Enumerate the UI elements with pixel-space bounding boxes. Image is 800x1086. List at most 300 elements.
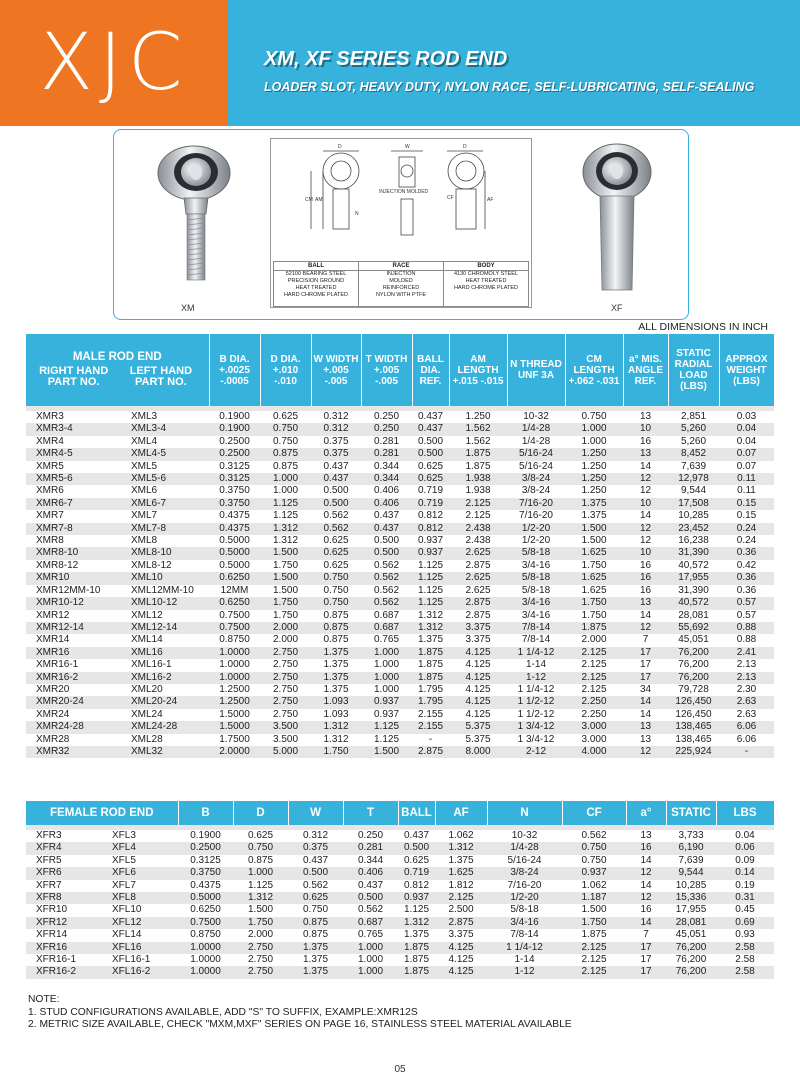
female-table-row	[26, 966, 774, 978]
table-cell: 0.562	[311, 523, 361, 535]
table-cell: 1.875	[412, 672, 449, 684]
table-cell: 1.375	[311, 647, 361, 659]
male-header-right: RIGHT HAND PART NO.	[39, 365, 109, 388]
table-cell: 45,051	[666, 929, 716, 941]
table-cell: 1.375	[565, 510, 623, 522]
table-cell: 2.250	[565, 696, 623, 708]
table-cell: 15,336	[666, 892, 716, 904]
table-cell: 3.000	[565, 721, 623, 733]
table-cell: 0.437	[412, 411, 449, 423]
table-cell: 1.093	[311, 696, 361, 708]
table-cell: 0.875	[260, 461, 311, 473]
table-cell: 225,924	[668, 746, 719, 758]
table-cell: 1.875	[449, 461, 507, 473]
table-cell: 0.875	[260, 448, 311, 460]
table-cell: 1.0000	[178, 966, 233, 978]
table-cell: 1.000	[260, 473, 311, 485]
table-cell: 3.375	[449, 634, 507, 646]
male-table-row	[26, 448, 774, 460]
table-cell: 5/8-18	[507, 572, 565, 584]
table-cell: 3.500	[260, 734, 311, 746]
female-table-row	[26, 917, 774, 929]
right-hand-part-no: XMR7	[26, 510, 121, 522]
xf-rod-end-illustration	[572, 140, 662, 300]
table-cell: 3/4-16	[507, 560, 565, 572]
male-table-row	[26, 535, 774, 547]
table-cell: 1.312	[311, 734, 361, 746]
table-cell: 0.36	[719, 585, 774, 597]
table-cell: 0.750	[311, 585, 361, 597]
table-cell: 28,081	[668, 610, 719, 622]
table-cell: 7,639	[666, 855, 716, 867]
table-cell: 1.2500	[209, 696, 260, 708]
table-cell: 0.719	[398, 867, 435, 879]
female-col-header: LBS	[716, 801, 774, 825]
dimension-drawing	[271, 139, 531, 259]
male-table-row	[26, 622, 774, 634]
table-cell: 1.0000	[209, 659, 260, 671]
table-cell: 4.125	[449, 672, 507, 684]
left-hand-part-no: XML8	[121, 535, 209, 547]
female-col-header: STATIC	[666, 801, 716, 825]
right-hand-part-no: XMR5-6	[26, 473, 121, 485]
table-cell: 0.15	[719, 498, 774, 510]
male-table-row	[26, 734, 774, 746]
svg-text:N: N	[355, 211, 359, 217]
table-cell: 2.000	[565, 634, 623, 646]
female-table-body	[26, 825, 774, 979]
notes-title: NOTE:	[28, 994, 60, 1005]
table-cell: 0.14	[716, 867, 774, 879]
table-cell: 16	[626, 842, 666, 854]
right-hand-part-no: XMR7-8	[26, 523, 121, 535]
table-cell: 2.41	[719, 647, 774, 659]
table-cell: 1.875	[398, 966, 435, 978]
male-col-header: CM LENGTH +.062 -.031	[565, 334, 623, 406]
table-cell: 1.795	[412, 684, 449, 696]
female-col-header: T	[343, 801, 398, 825]
left-hand-part-no: XML16	[121, 647, 209, 659]
table-cell: 0.19	[716, 880, 774, 892]
left-hand-part-no: XFL6	[102, 867, 178, 879]
brand-logo	[0, 0, 228, 126]
left-hand-part-no: XML4	[121, 436, 209, 448]
table-cell: 1.0000	[178, 954, 233, 966]
table-cell: 4.125	[435, 966, 487, 978]
table-cell: 1.125	[412, 597, 449, 609]
right-hand-part-no: XFR12	[26, 917, 102, 929]
table-cell: 0.875	[288, 917, 343, 929]
table-cell: 9,544	[668, 485, 719, 497]
dimensions-note: ALL DIMENSIONS IN INCH	[638, 321, 768, 333]
table-cell: 0.562	[288, 880, 343, 892]
table-cell: 3.500	[260, 721, 311, 733]
table-cell: 0.3750	[209, 485, 260, 497]
table-cell: 1.062	[562, 880, 626, 892]
table-cell: 13	[626, 830, 666, 842]
male-col-header: STATIC RADIAL LOAD (LBS)	[668, 334, 719, 406]
table-cell: 2.875	[435, 917, 487, 929]
table-cell: 0.312	[311, 411, 361, 423]
table-cell: 12	[623, 535, 668, 547]
table-cell: 0.04	[719, 423, 774, 435]
notes-section	[28, 994, 572, 1032]
page-subtitle: LOADER SLOT, HEAVY DUTY, NYLON RACE, SELF-LUBRICATING, SELF-SEALING	[264, 80, 755, 94]
table-cell: 1.375	[311, 672, 361, 684]
table-cell: 1.125	[412, 560, 449, 572]
table-cell: 0.07	[719, 461, 774, 473]
left-hand-part-no: XFL14	[102, 929, 178, 941]
table-cell: 0.437	[412, 423, 449, 435]
female-col-header: N	[487, 801, 562, 825]
male-header-part-no	[26, 334, 209, 406]
table-cell: 45,051	[668, 634, 719, 646]
male-table-header	[26, 334, 774, 406]
table-cell: 1.875	[412, 659, 449, 671]
table-cell: 2.125	[565, 672, 623, 684]
table-cell: 1.312	[412, 610, 449, 622]
table-cell: 14	[623, 461, 668, 473]
left-hand-part-no: XML5	[121, 461, 209, 473]
table-cell: 0.7500	[178, 917, 233, 929]
table-cell: 0.875	[311, 610, 361, 622]
table-cell: 13	[623, 721, 668, 733]
table-cell: 1.500	[565, 535, 623, 547]
left-hand-part-no: XML16-1	[121, 659, 209, 671]
table-cell: 3,733	[666, 830, 716, 842]
table-cell: 2.875	[449, 560, 507, 572]
table-cell: 1.875	[562, 929, 626, 941]
table-cell: 0.1900	[178, 830, 233, 842]
technical-drawing	[270, 138, 532, 308]
table-cell: 1.2500	[209, 684, 260, 696]
table-cell: 0.344	[361, 461, 412, 473]
table-cell: 10	[623, 423, 668, 435]
table-cell: 0.562	[343, 904, 398, 916]
female-col-header: a°	[626, 801, 666, 825]
table-cell: 31,390	[668, 547, 719, 559]
table-cell: 1/4-28	[507, 423, 565, 435]
table-cell: 2.58	[716, 954, 774, 966]
right-hand-part-no: XMR10	[26, 572, 121, 584]
table-cell: 0.812	[412, 523, 449, 535]
left-hand-part-no: XFL16-1	[102, 954, 178, 966]
table-cell: 1-12	[507, 672, 565, 684]
table-cell: 1.750	[260, 610, 311, 622]
table-cell: 2.58	[716, 966, 774, 978]
table-cell: 7/16-20	[507, 498, 565, 510]
left-hand-part-no: XML24-28	[121, 721, 209, 733]
table-cell: 0.406	[343, 867, 398, 879]
table-cell: 0.5000	[209, 535, 260, 547]
table-cell: 138,465	[668, 721, 719, 733]
material-header-race: RACE	[359, 262, 444, 271]
table-cell: 0.250	[343, 830, 398, 842]
material-body	[444, 271, 529, 307]
table-cell: 76,200	[666, 954, 716, 966]
table-cell: 17	[623, 672, 668, 684]
male-table-row	[26, 684, 774, 696]
female-col-header: BALL	[398, 801, 435, 825]
male-table-row	[26, 659, 774, 671]
table-cell: 0.7500	[209, 622, 260, 634]
table-cell: 0.687	[361, 622, 412, 634]
table-cell: 17	[623, 647, 668, 659]
table-cell: 0.344	[343, 855, 398, 867]
table-cell: 0.437	[288, 855, 343, 867]
table-cell: 1.750	[565, 610, 623, 622]
ball-spec: HEAT TREATED	[295, 285, 337, 291]
table-cell: 2.125	[562, 942, 626, 954]
table-cell: 0.687	[343, 917, 398, 929]
table-cell: 1.125	[398, 904, 435, 916]
female-table-row	[26, 880, 774, 892]
table-cell: 1/4-28	[487, 842, 562, 854]
left-hand-part-no: XFL7	[102, 880, 178, 892]
table-cell: 0.36	[719, 572, 774, 584]
table-cell: 0.500	[398, 842, 435, 854]
race-spec: REINFORCED	[382, 285, 420, 291]
table-cell: 1.187	[562, 892, 626, 904]
table-cell: 1.000	[260, 485, 311, 497]
table-cell: 3.375	[435, 929, 487, 941]
table-cell: 0.88	[719, 634, 774, 646]
female-table-row	[26, 855, 774, 867]
left-hand-part-no: XML6-7	[121, 498, 209, 510]
table-cell: 28,081	[666, 917, 716, 929]
female-header-title: FEMALE ROD END	[26, 801, 178, 825]
table-cell: 5/16-24	[487, 855, 562, 867]
material-race	[359, 271, 444, 307]
body-spec: 4130 CHROMOLY STEEL	[454, 271, 518, 277]
table-cell: 0.437	[343, 880, 398, 892]
table-cell: 2,851	[668, 411, 719, 423]
table-cell: 0.625	[311, 535, 361, 547]
table-cell: 5.375	[449, 734, 507, 746]
table-cell: 5/8-18	[487, 904, 562, 916]
table-cell: 12	[623, 523, 668, 535]
table-cell: 126,450	[668, 709, 719, 721]
table-cell: 0.11	[719, 473, 774, 485]
table-cell: 3.375	[449, 622, 507, 634]
table-cell: 0.500	[311, 485, 361, 497]
table-cell: 1 3/4-12	[507, 734, 565, 746]
left-hand-part-no: XML10-12	[121, 597, 209, 609]
right-hand-part-no: XMR4	[26, 436, 121, 448]
left-hand-part-no: XML7	[121, 510, 209, 522]
right-hand-part-no: XMR16-2	[26, 672, 121, 684]
table-cell: 0.8750	[178, 929, 233, 941]
table-cell: 1/2-20	[487, 892, 562, 904]
table-cell: 126,450	[668, 696, 719, 708]
table-cell: 0.500	[343, 892, 398, 904]
table-cell: 2.875	[449, 597, 507, 609]
table-cell: 8.000	[449, 746, 507, 758]
table-cell: 0.437	[361, 510, 412, 522]
table-cell: 4.125	[449, 647, 507, 659]
table-cell: 2.125	[565, 659, 623, 671]
table-cell: 10,285	[666, 880, 716, 892]
male-table-row	[26, 709, 774, 721]
table-cell: 17,508	[668, 498, 719, 510]
table-cell: 0.500	[288, 867, 343, 879]
male-col-header: AM LENGTH +.015 -.015	[449, 334, 507, 406]
table-cell: 1.500	[260, 585, 311, 597]
table-cell: 1 3/4-12	[507, 721, 565, 733]
table-cell: 1.625	[565, 572, 623, 584]
table-cell: 0.15	[719, 510, 774, 522]
right-hand-part-no: XFR10	[26, 904, 102, 916]
table-cell: 1.375	[288, 942, 343, 954]
table-cell: 1.375	[288, 954, 343, 966]
race-spec: NYLON WITH PTFE	[375, 292, 427, 298]
left-hand-part-no: XML12MM-10	[121, 585, 209, 597]
table-cell: 0.500	[311, 498, 361, 510]
table-cell: 1.500	[233, 904, 288, 916]
note-item: 1. STUD CONFIGURATIONS AVAILABLE, ADD "S" TO SUFFIX, EXAMPLE:XMR12S	[28, 1006, 418, 1018]
table-cell: 14	[623, 510, 668, 522]
female-table-row	[26, 929, 774, 941]
right-hand-part-no: XFR5	[26, 855, 102, 867]
right-hand-part-no: XMR8	[26, 535, 121, 547]
male-col-header: APPROX WEIGHT (LBS)	[719, 334, 774, 406]
table-cell: 7/8-14	[487, 929, 562, 941]
table-cell: 12	[623, 473, 668, 485]
table-cell: 79,728	[668, 684, 719, 696]
right-hand-part-no: XMR10-12	[26, 597, 121, 609]
table-cell: 2.000	[260, 622, 311, 634]
male-table-row	[26, 696, 774, 708]
table-cell: 12	[623, 746, 668, 758]
page-header	[0, 0, 800, 126]
male-table-row	[26, 411, 774, 423]
table-cell: 0.719	[412, 485, 449, 497]
table-cell: 5.000	[260, 746, 311, 758]
table-cell: 2.750	[260, 696, 311, 708]
table-cell: 0.281	[361, 436, 412, 448]
table-cell: 4.000	[565, 746, 623, 758]
left-hand-part-no: XML14	[121, 634, 209, 646]
table-cell: 1.375	[412, 634, 449, 646]
male-header-left: LEFT HAND PART NO.	[129, 365, 193, 388]
left-hand-part-no: XFL16-2	[102, 966, 178, 978]
table-cell: 1 1/4-12	[507, 684, 565, 696]
right-hand-part-no: XMR3-4	[26, 423, 121, 435]
left-hand-part-no: XML20	[121, 684, 209, 696]
right-hand-part-no: XMR20-24	[26, 696, 121, 708]
table-cell: 76,200	[668, 659, 719, 671]
table-cell: 2.750	[233, 954, 288, 966]
left-hand-part-no: XML8-10	[121, 547, 209, 559]
material-ball	[274, 271, 359, 307]
table-cell: 5/8-18	[507, 585, 565, 597]
table-cell: 14	[623, 709, 668, 721]
table-cell: 1.125	[233, 880, 288, 892]
table-cell: 2.625	[449, 585, 507, 597]
table-cell: 12	[626, 892, 666, 904]
table-cell: 1.875	[398, 954, 435, 966]
table-cell: 0.937	[412, 547, 449, 559]
female-col-header: W	[288, 801, 343, 825]
male-col-header: N THREAD UNF 3A	[507, 334, 565, 406]
male-table-row	[26, 634, 774, 646]
table-cell: 0.437	[398, 830, 435, 842]
table-cell: 2.438	[449, 523, 507, 535]
table-cell: 13	[623, 411, 668, 423]
injection-label: INJECTION MOLDED	[379, 189, 429, 195]
table-cell: 0.625	[412, 473, 449, 485]
table-cell: 6,190	[666, 842, 716, 854]
table-cell: 0.6250	[209, 572, 260, 584]
table-cell: 16,238	[668, 535, 719, 547]
male-table-row	[26, 647, 774, 659]
right-hand-part-no: XMR8-12	[26, 560, 121, 572]
table-cell: 1.750	[565, 560, 623, 572]
table-cell: 0.937	[361, 696, 412, 708]
table-cell: 10	[623, 547, 668, 559]
right-hand-part-no: XFR3	[26, 830, 102, 842]
table-cell: 0.750	[562, 842, 626, 854]
table-cell: 1.562	[449, 423, 507, 435]
table-cell: 0.5000	[209, 547, 260, 559]
left-hand-part-no: XML10	[121, 572, 209, 584]
female-col-header: CF	[562, 801, 626, 825]
male-col-header: BALL DIA. REF.	[412, 334, 449, 406]
table-cell: 1.312	[412, 622, 449, 634]
table-cell: 1.000	[361, 647, 412, 659]
table-cell: 0.937	[562, 867, 626, 879]
female-col-header: B	[178, 801, 233, 825]
table-cell: 0.4375	[178, 880, 233, 892]
right-hand-part-no: XFR16-1	[26, 954, 102, 966]
table-cell: 0.562	[311, 510, 361, 522]
table-cell: 5/16-24	[507, 448, 565, 460]
male-col-header: a° MIS. ANGLE REF.	[623, 334, 668, 406]
right-hand-part-no: XMR6	[26, 485, 121, 497]
table-cell: 0.312	[311, 423, 361, 435]
table-cell: 14	[623, 696, 668, 708]
right-hand-part-no: XFR7	[26, 880, 102, 892]
left-hand-part-no: XML12	[121, 610, 209, 622]
table-cell: 0.1900	[209, 423, 260, 435]
table-cell: 1.7500	[209, 734, 260, 746]
table-cell: 0.04	[716, 830, 774, 842]
table-cell: 1.750	[565, 597, 623, 609]
table-cell: 2.750	[260, 659, 311, 671]
page-number: 05	[394, 1064, 406, 1075]
table-cell: 0.750	[288, 904, 343, 916]
table-cell: 1.875	[565, 622, 623, 634]
table-cell: 5,260	[668, 423, 719, 435]
table-cell: 2.750	[233, 942, 288, 954]
right-hand-part-no: XFR6	[26, 867, 102, 879]
female-col-header: AF	[435, 801, 487, 825]
right-hand-part-no: XMR32	[26, 746, 121, 758]
table-cell: 1.812	[435, 880, 487, 892]
table-cell: 1.795	[412, 696, 449, 708]
table-cell: 0.437	[361, 523, 412, 535]
female-table-row	[26, 830, 774, 842]
male-table-row	[26, 510, 774, 522]
right-hand-part-no: XMR16	[26, 647, 121, 659]
table-cell: 2.250	[565, 709, 623, 721]
male-table-row	[26, 672, 774, 684]
table-cell: 10	[623, 498, 668, 510]
table-cell: 0.7500	[209, 610, 260, 622]
female-col-header: D	[233, 801, 288, 825]
table-cell: 0.406	[361, 485, 412, 497]
male-table-row	[26, 572, 774, 584]
